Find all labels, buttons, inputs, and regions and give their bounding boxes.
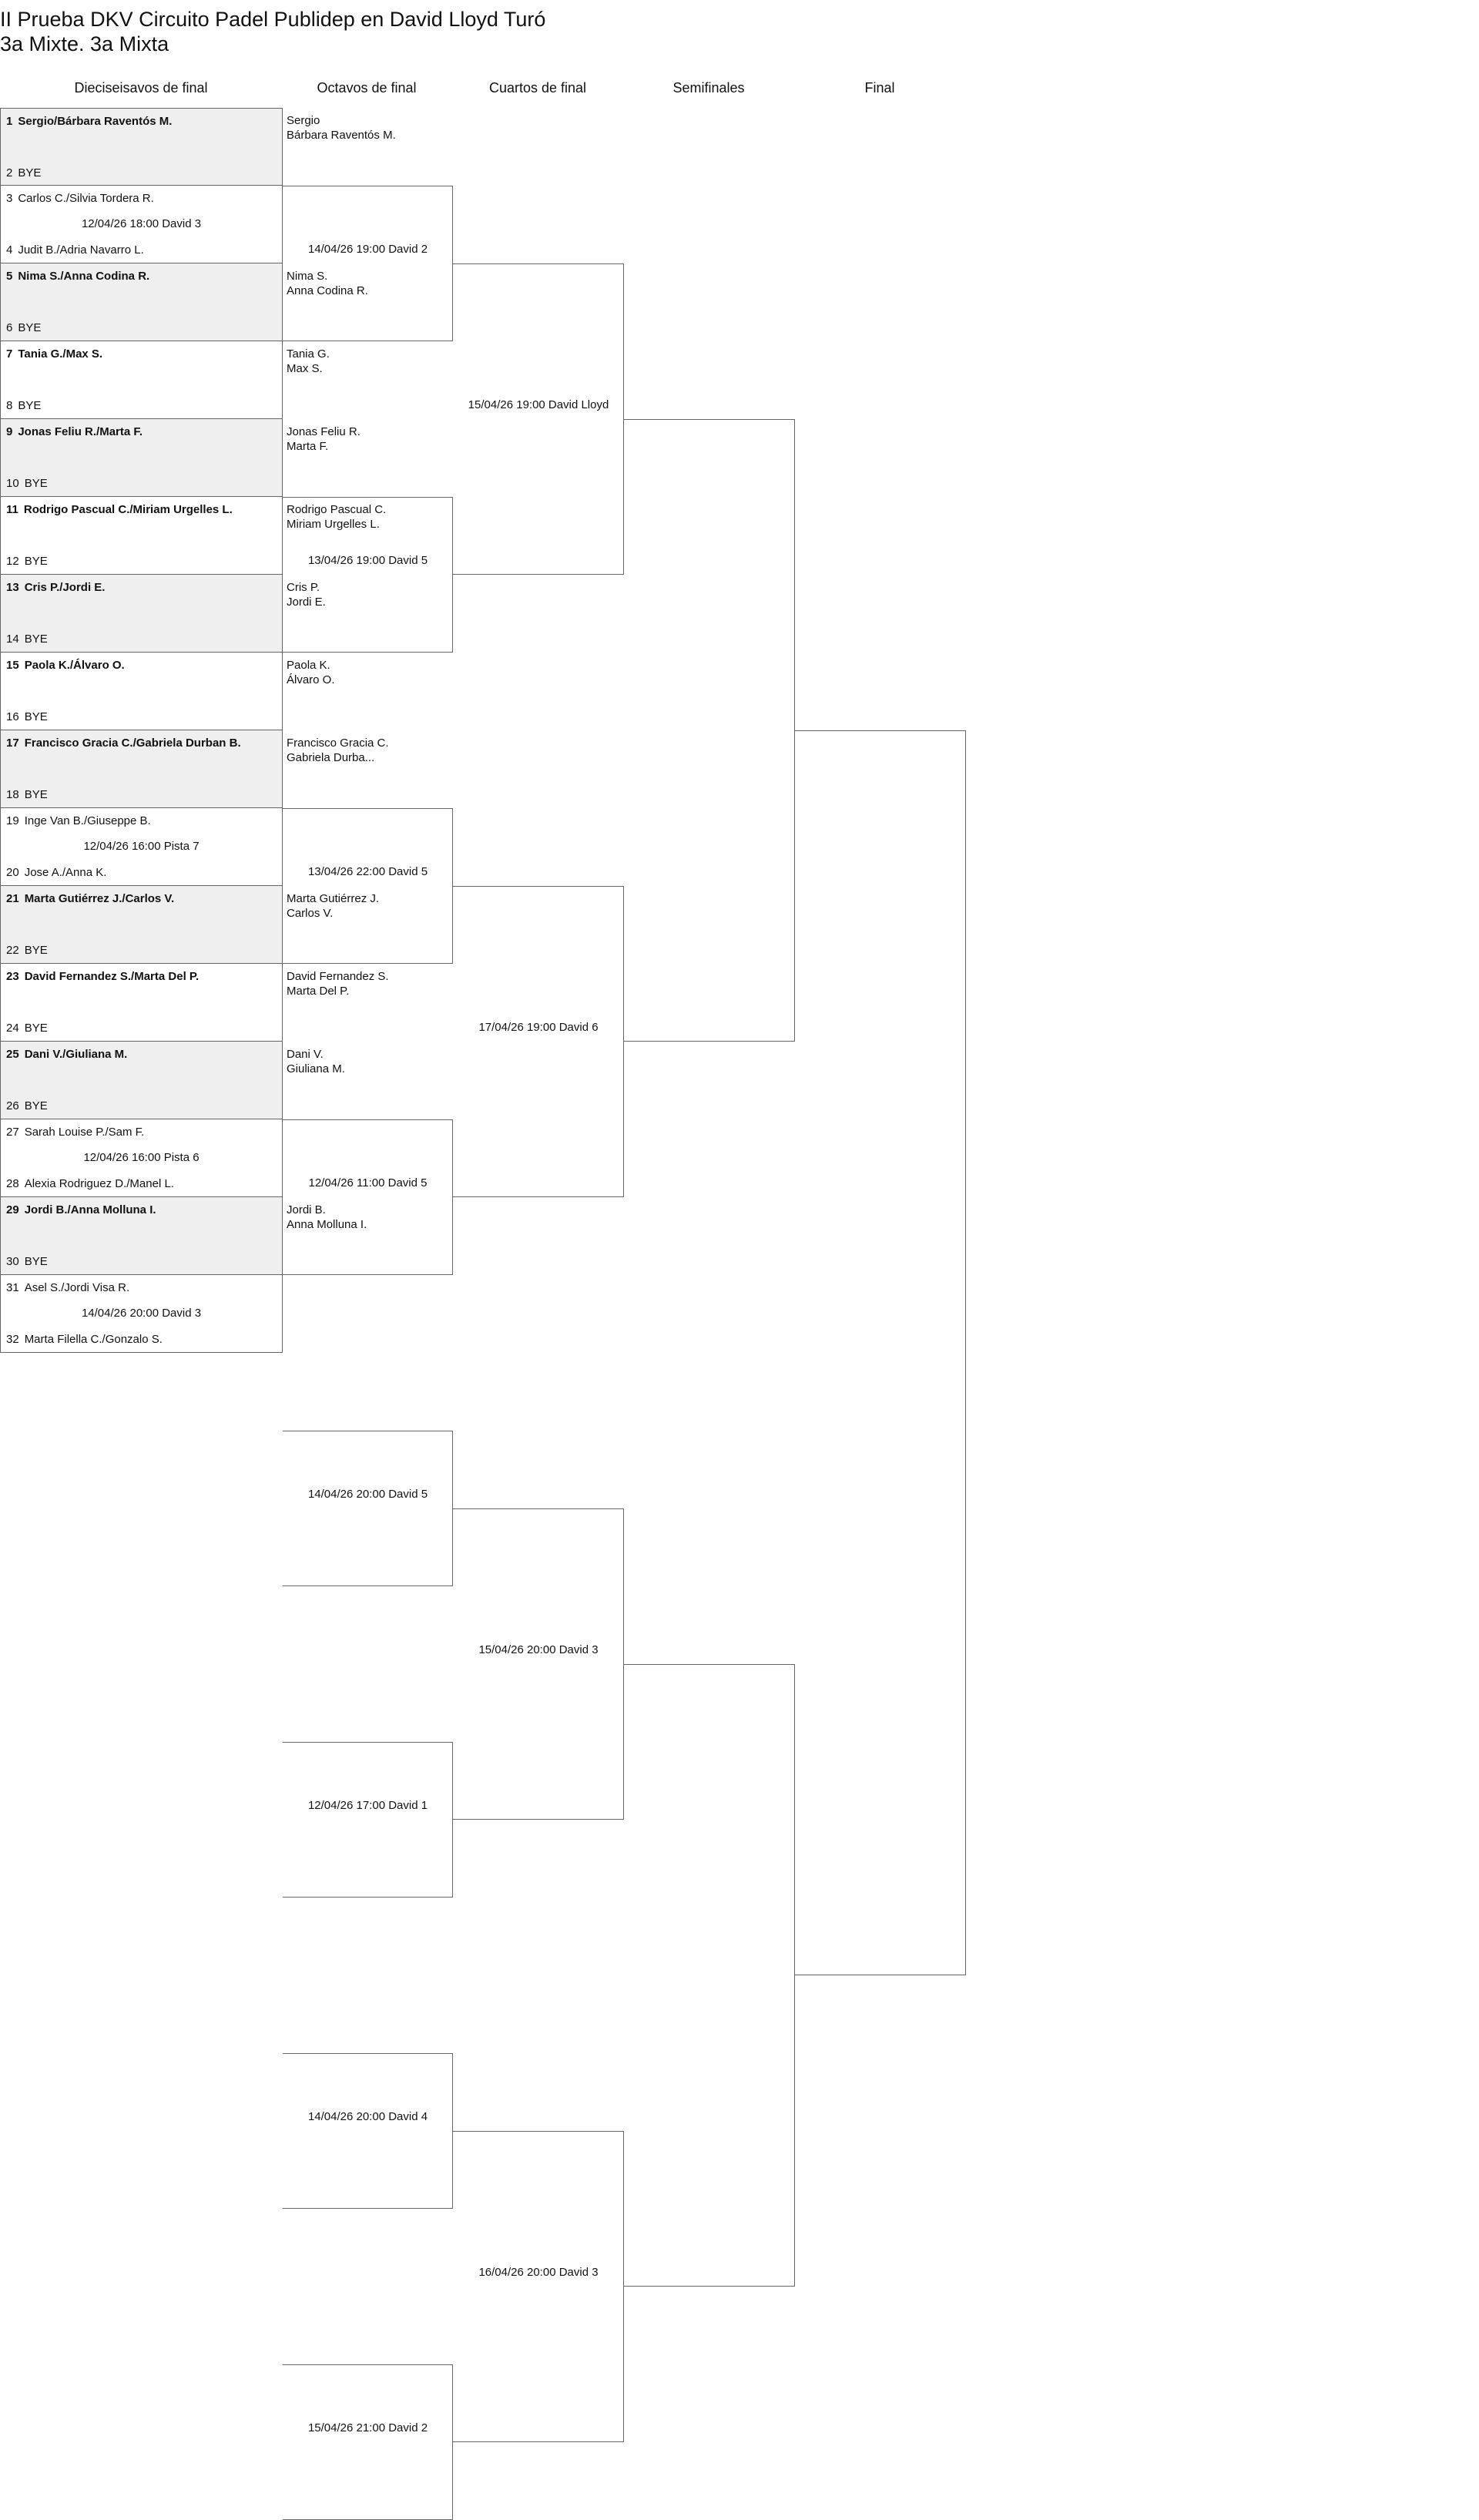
seed-number: 15 xyxy=(6,659,19,672)
tournament-title: II Prueba DKV Circuito Padel Publidep en David Lloyd Turó xyxy=(0,8,546,31)
round3-connector-4 xyxy=(453,2131,624,2442)
player-name: Dani V. xyxy=(287,1048,324,1061)
advancing-team xyxy=(287,1203,367,1232)
team-name: David Fernandez S./Marta Del P. xyxy=(24,970,200,983)
round3-connector-3 xyxy=(453,1508,624,1820)
seed-number: 20 xyxy=(6,866,19,879)
advancing-team xyxy=(287,580,326,609)
advancing-team xyxy=(287,658,335,687)
team-name: BYE xyxy=(24,477,48,490)
r32-match-10[interactable] xyxy=(0,808,283,886)
player-name: Marta F. xyxy=(287,440,329,453)
seed-number: 30 xyxy=(6,1255,19,1268)
team-top xyxy=(6,737,241,750)
team-name: BYE xyxy=(24,555,48,568)
match-schedule: 12/04/26 16:00 Pista 7 xyxy=(83,840,200,853)
team-name: Alexia Rodriguez D./Manel L. xyxy=(24,1177,174,1190)
player-name: Marta Gutiérrez J. xyxy=(287,892,380,905)
category-title: 3a Mixte. 3a Mixta xyxy=(0,32,169,55)
team-name: Jonas Feliu R./Marta F. xyxy=(18,425,143,438)
team-name: BYE xyxy=(24,944,48,957)
match-schedule: 14/04/26 20:00 David 4 xyxy=(307,2110,428,2123)
match-schedule: 12/04/26 11:00 David 5 xyxy=(308,1176,428,1190)
match-schedule: 14/04/26 19:00 David 2 xyxy=(307,243,428,256)
team-bottom xyxy=(6,788,48,801)
player-name: Miriam Urgelles L. xyxy=(287,518,380,531)
team-top xyxy=(6,892,174,905)
advancing-team xyxy=(287,424,361,454)
player-name: Anna Codina R. xyxy=(287,284,368,297)
round4-connector-2 xyxy=(624,1664,795,2287)
team-bottom xyxy=(6,321,41,334)
team-name: Judit B./Adria Navarro L. xyxy=(18,243,144,257)
advancing-team xyxy=(287,269,368,298)
round-header-4: Semifinales xyxy=(672,80,745,96)
team-bottom xyxy=(6,1177,174,1190)
team-name: Sergio/Bárbara Raventós M. xyxy=(18,115,173,128)
team-name: BYE xyxy=(24,633,48,646)
team-top xyxy=(6,1126,144,1139)
seed-number: 31 xyxy=(6,1281,19,1294)
team-name: Francisco Gracia C./Gabriela Durban B. xyxy=(24,737,241,750)
advancing-team xyxy=(287,502,386,532)
match-schedule: 13/04/26 19:00 David 5 xyxy=(307,554,428,567)
team-name: Asel S./Jordi Visa R. xyxy=(24,1281,130,1294)
team-top xyxy=(6,659,125,672)
team-name: Rodrigo Pascual C./Miriam Urgelles L. xyxy=(23,503,233,516)
seed-number: 19 xyxy=(6,814,19,827)
r32-match-8[interactable] xyxy=(0,653,283,730)
round-header-1: Dieciseisavos de final xyxy=(74,80,208,96)
seed-number: 21 xyxy=(6,892,19,905)
seed-number: 22 xyxy=(6,944,19,957)
seed-number: 25 xyxy=(6,1048,19,1061)
advancing-team xyxy=(287,969,389,998)
advancing-team xyxy=(287,1047,345,1076)
player-name: Tania G. xyxy=(287,347,330,361)
seed-number: 9 xyxy=(6,425,13,438)
advancing-team xyxy=(287,891,379,921)
player-name: Giuliana M. xyxy=(287,1062,345,1075)
team-name: Jose A./Anna K. xyxy=(24,866,107,879)
team-bottom xyxy=(6,710,48,723)
player-name: Carlos V. xyxy=(287,907,334,920)
player-name: Francisco Gracia C. xyxy=(287,737,389,750)
match-schedule: 15/04/26 20:00 David 3 xyxy=(478,1643,599,1656)
match-schedule: 15/04/26 21:00 David 2 xyxy=(307,2421,428,2434)
match-schedule: 16/04/26 20:00 David 3 xyxy=(478,2266,599,2279)
seed-number: 32 xyxy=(6,1333,19,1346)
team-top xyxy=(6,270,149,283)
round4-connector-1 xyxy=(624,419,795,1042)
seed-number: 3 xyxy=(6,192,13,205)
team-top xyxy=(6,503,233,516)
team-name: Nima S./Anna Codina R. xyxy=(18,270,150,283)
seed-number: 14 xyxy=(6,633,19,646)
round3-connector-2 xyxy=(453,886,624,1197)
advancing-team xyxy=(287,113,396,143)
player-name: Marta Del P. xyxy=(287,985,350,998)
team-name: BYE xyxy=(24,1255,48,1268)
seed-number: 10 xyxy=(6,477,19,490)
team-bottom xyxy=(6,944,48,957)
team-name: Inge Van B./Giuseppe B. xyxy=(24,814,151,827)
team-bottom xyxy=(6,399,41,412)
player-name: Álvaro O. xyxy=(287,673,335,686)
seed-number: 1 xyxy=(6,115,13,128)
team-name: BYE xyxy=(24,710,48,723)
match-schedule: 17/04/26 19:00 David 6 xyxy=(478,1021,599,1034)
seed-number: 28 xyxy=(6,1177,19,1190)
r32-match-9[interactable] xyxy=(0,730,283,808)
team-name: Carlos C./Silvia Tordera R. xyxy=(18,192,154,205)
round5-connector-1 xyxy=(795,730,966,1975)
r32-match-2[interactable] xyxy=(0,186,283,263)
r32-match-15[interactable] xyxy=(0,1197,283,1275)
r32-match-7[interactable] xyxy=(0,575,283,653)
seed-number: 4 xyxy=(6,243,13,257)
r32-match-6[interactable] xyxy=(0,497,283,575)
match-schedule: 14/04/26 20:00 David 5 xyxy=(307,1488,428,1501)
player-name: Bárbara Raventós M. xyxy=(287,129,396,142)
r32-match-14[interactable] xyxy=(0,1119,283,1197)
match-schedule: 13/04/26 22:00 David 5 xyxy=(307,865,428,878)
round3-connector-1 xyxy=(453,263,624,575)
team-name: Paola K./Álvaro O. xyxy=(24,659,125,672)
r32-match-16[interactable] xyxy=(0,1275,283,1353)
player-name: Max S. xyxy=(287,362,323,375)
team-bottom xyxy=(6,166,41,180)
team-name: Jordi B./Anna Molluna I. xyxy=(24,1203,156,1216)
seed-number: 7 xyxy=(6,347,13,361)
player-name: Anna Molluna I. xyxy=(287,1218,367,1231)
seed-number: 27 xyxy=(6,1126,19,1139)
seed-number: 26 xyxy=(6,1099,19,1112)
round-header-5: Final xyxy=(864,80,895,96)
seed-number: 12 xyxy=(6,555,19,568)
team-name: BYE xyxy=(24,1022,48,1035)
team-name: Tania G./Max S. xyxy=(18,347,103,361)
team-name: Marta Gutiérrez J./Carlos V. xyxy=(24,892,175,905)
r32-match-11[interactable] xyxy=(0,886,283,964)
team-top xyxy=(6,192,154,205)
player-name: Jordi B. xyxy=(287,1203,326,1216)
team-top xyxy=(6,1281,129,1294)
round2-connector-3 xyxy=(283,808,453,964)
team-top xyxy=(6,970,199,983)
team-top xyxy=(6,347,102,361)
seed-number: 2 xyxy=(6,166,13,180)
round2-connector-1 xyxy=(283,186,453,341)
round-header-3: Cuartos de final xyxy=(488,80,587,96)
round-header-2: Octavos de final xyxy=(317,80,417,96)
r32-match-12[interactable] xyxy=(0,964,283,1042)
r32-match-5[interactable] xyxy=(0,419,283,497)
player-name: Jonas Feliu R. xyxy=(287,425,361,438)
round2-connector-8 xyxy=(283,2364,453,2520)
seed-number: 16 xyxy=(6,710,19,723)
team-name: Marta Filella C./Gonzalo S. xyxy=(24,1333,163,1346)
team-top xyxy=(6,814,151,827)
r32-match-4[interactable] xyxy=(0,341,283,419)
seed-number: 6 xyxy=(6,321,13,334)
player-name: Gabriela Durba... xyxy=(287,751,375,764)
r32-match-3[interactable] xyxy=(0,263,283,341)
team-bottom xyxy=(6,477,48,490)
player-name: Nima S. xyxy=(287,270,328,283)
team-name: BYE xyxy=(18,321,42,334)
r32-match-13[interactable] xyxy=(0,1042,283,1119)
player-name: David Fernandez S. xyxy=(287,970,389,983)
team-name: BYE xyxy=(18,399,42,412)
team-bottom xyxy=(6,1255,48,1268)
team-name: Cris P./Jordi E. xyxy=(24,581,106,594)
team-name: BYE xyxy=(24,1099,48,1112)
round2-connector-7 xyxy=(283,2053,453,2209)
team-top xyxy=(6,581,105,594)
seed-number: 5 xyxy=(6,270,13,283)
player-name: Sergio xyxy=(287,114,320,127)
seed-number: 13 xyxy=(6,581,19,594)
player-name: Jordi E. xyxy=(287,596,326,609)
team-name: Sarah Louise P./Sam F. xyxy=(24,1126,145,1139)
seed-number: 8 xyxy=(6,399,13,412)
team-top xyxy=(6,425,143,438)
advancing-team xyxy=(287,736,389,765)
match-schedule: 12/04/26 17:00 David 1 xyxy=(307,1799,428,1812)
team-name: BYE xyxy=(24,788,48,801)
player-name: Cris P. xyxy=(287,581,320,594)
seed-number: 17 xyxy=(6,737,19,750)
team-bottom xyxy=(6,633,48,646)
match-schedule: 15/04/26 19:00 David Lloyd xyxy=(468,398,609,411)
advancing-team xyxy=(287,347,330,376)
team-name: Dani V./Giuliana M. xyxy=(24,1048,128,1061)
team-top xyxy=(6,1203,156,1216)
seed-number: 24 xyxy=(6,1022,19,1035)
round2-connector-4 xyxy=(283,1119,453,1275)
team-bottom xyxy=(6,1022,48,1035)
team-top xyxy=(6,1048,127,1061)
team-name: BYE xyxy=(18,166,42,180)
team-bottom xyxy=(6,866,106,879)
seed-number: 23 xyxy=(6,970,19,983)
team-top xyxy=(6,115,172,128)
player-name: Rodrigo Pascual C. xyxy=(287,503,387,516)
team-bottom xyxy=(6,1333,163,1346)
seed-number: 18 xyxy=(6,788,19,801)
match-schedule: 12/04/26 18:00 David 3 xyxy=(81,217,202,230)
seed-number: 29 xyxy=(6,1203,19,1216)
match-schedule: 12/04/26 16:00 Pista 6 xyxy=(83,1151,200,1164)
seed-number: 11 xyxy=(6,503,18,516)
match-schedule: 14/04/26 20:00 David 3 xyxy=(81,1307,202,1320)
r32-match-1[interactable] xyxy=(0,108,283,186)
team-bottom xyxy=(6,243,144,257)
team-bottom xyxy=(6,1099,48,1112)
round2-connector-5 xyxy=(283,1431,453,1586)
team-bottom xyxy=(6,555,48,568)
round2-connector-6 xyxy=(283,1742,453,1898)
player-name: Paola K. xyxy=(287,659,330,672)
